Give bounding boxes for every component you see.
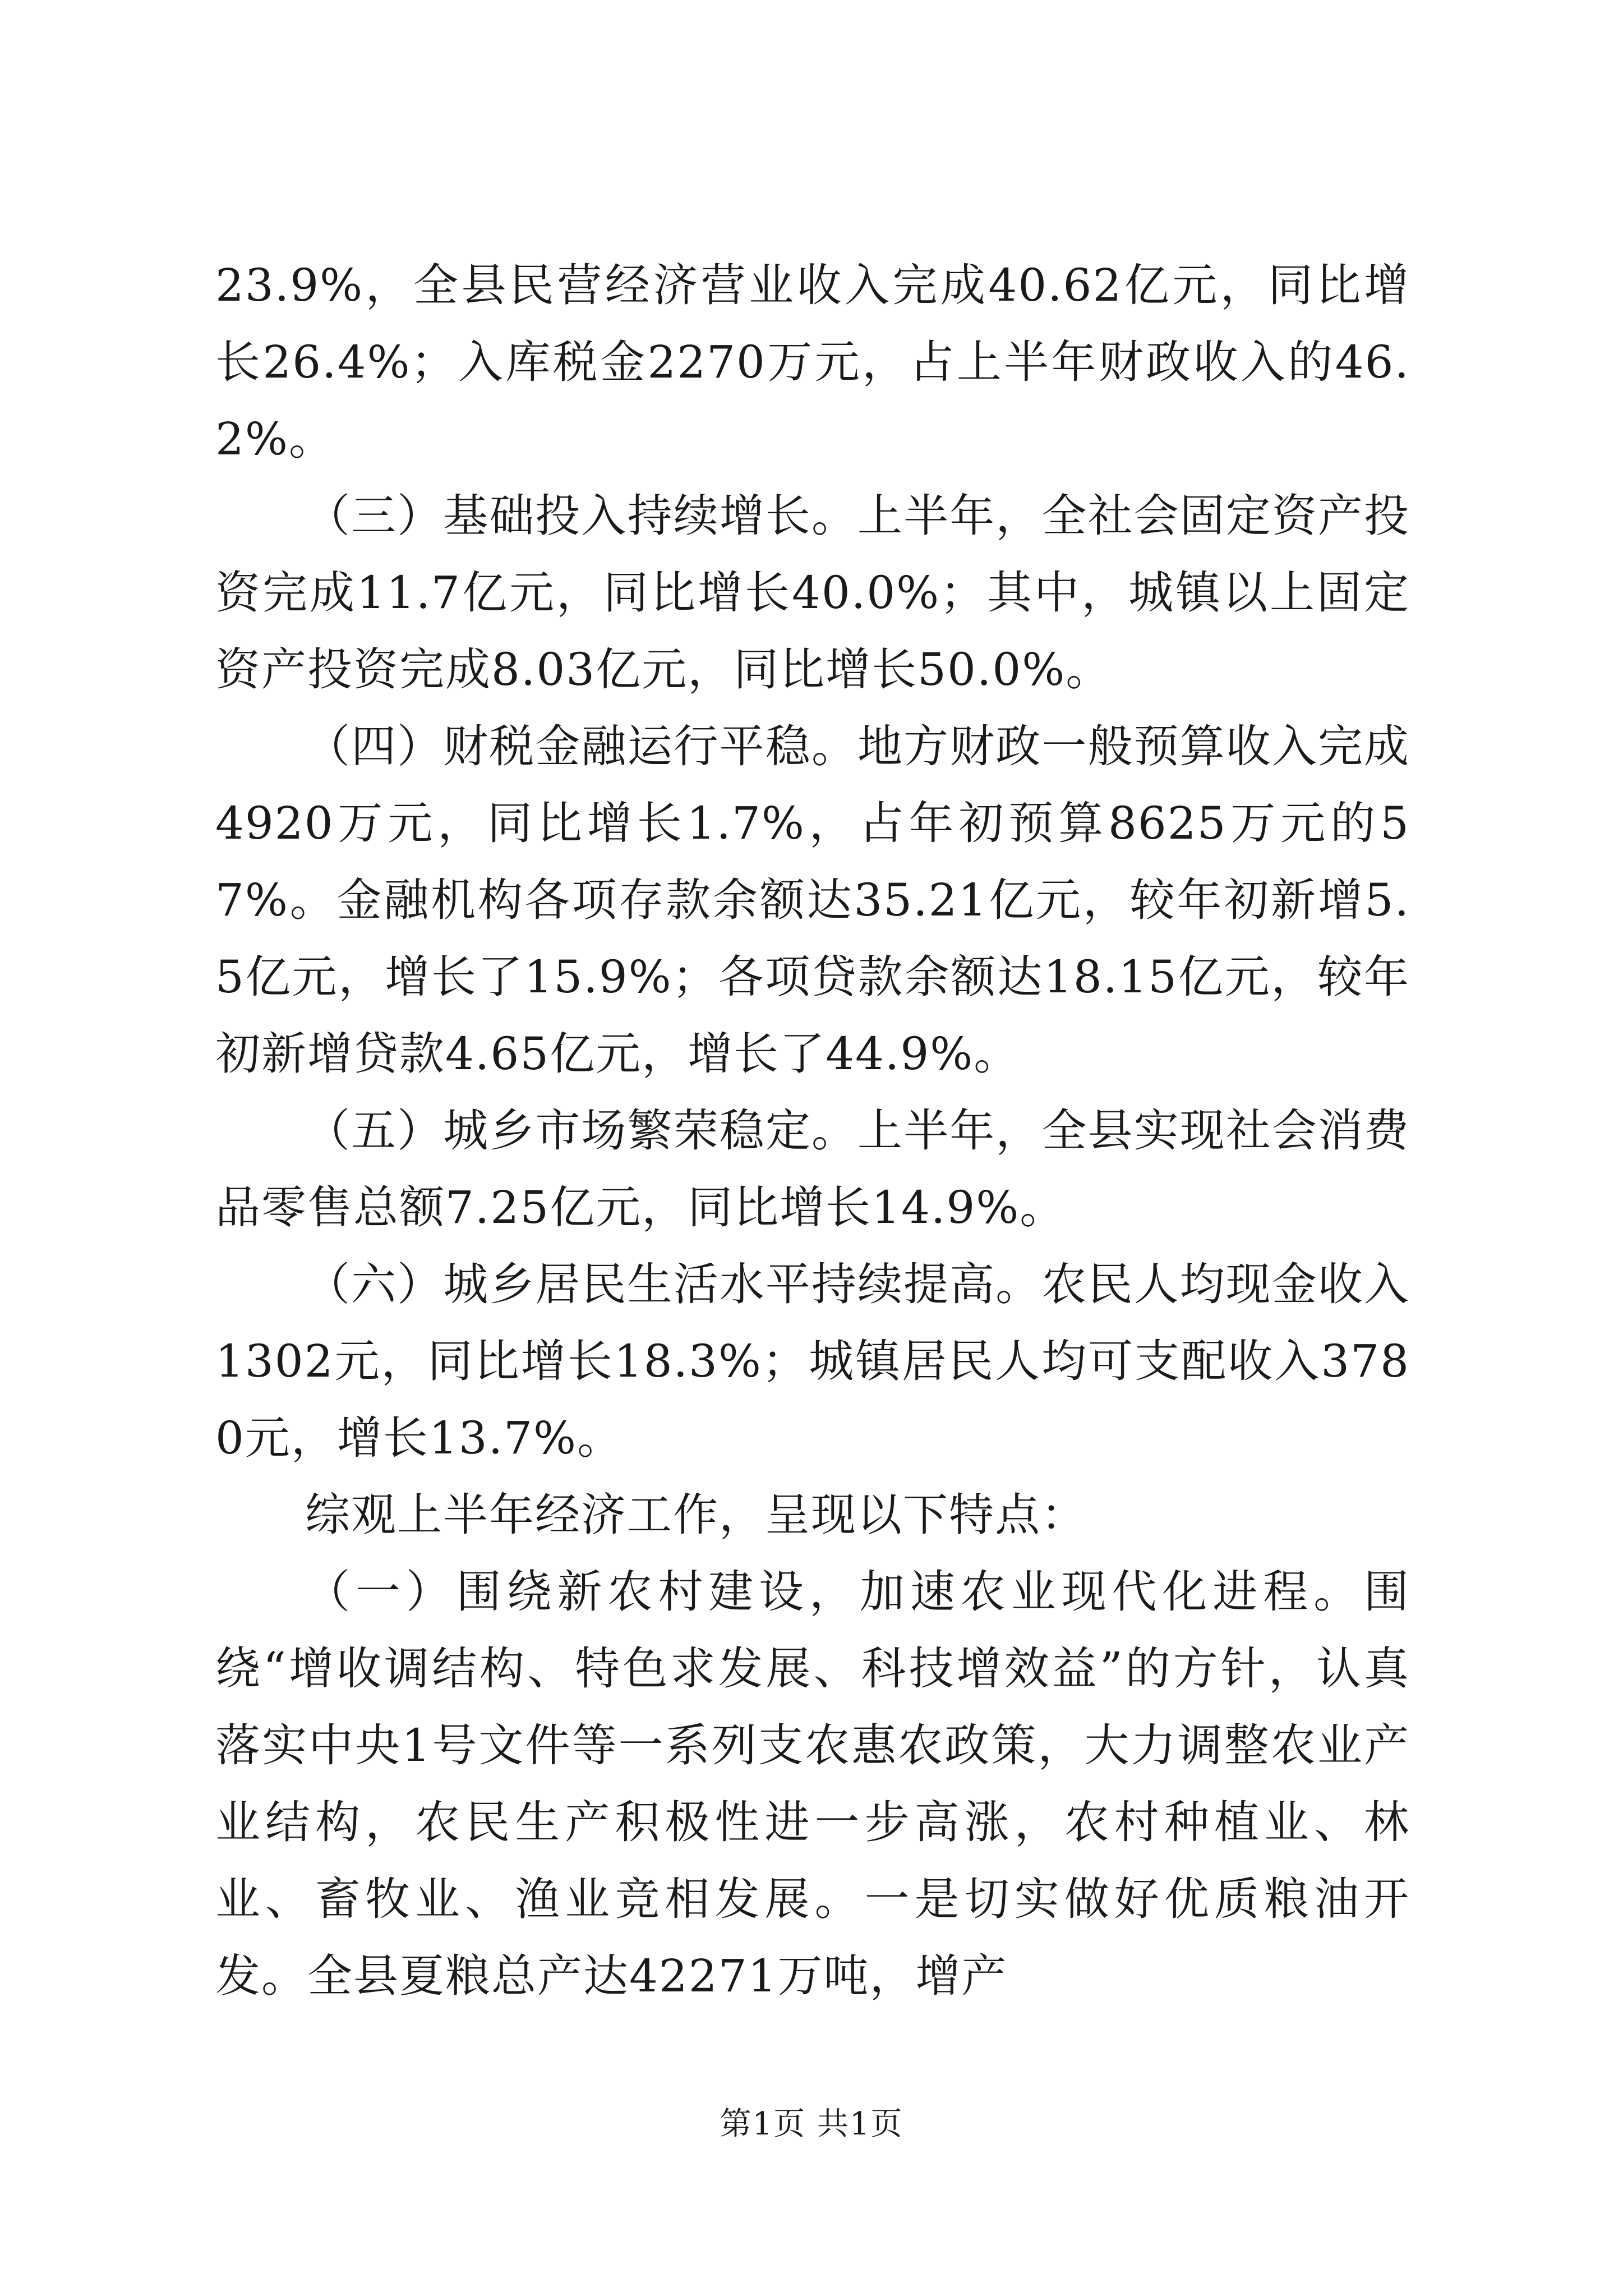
paragraph-summary-intro: 综观上半年经济工作，呈现以下特点： bbox=[305, 1489, 1087, 1541]
paragraph-living-standards: （六）城乡居民生活水平持续提高。农民人均现金收入1302元，同比增长18.3%；城镇居民人均可支配收入3780元，增长13.7%。 bbox=[215, 1258, 1410, 1464]
paragraph-infrastructure-investment: （三）基础投入持续增长。上半年，全社会固定资产投资完成11.7亿元，同比增长40.0%；其中，城镇以上固定资产投资完成8.03亿元，同比增长50.0%。 bbox=[215, 490, 1410, 696]
paragraph-finance-tax: （四）财税金融运行平稳。地方财政一般预算收入完成4920万元，同比增长1.7%，占年初预算8625万元的57%。金融机构各项存款余额达35.21亿元，较年初新增5.5亿元，增长了15.9%；各项贷款余额达18.15亿元，较年初新增贷款4.65亿元，增长了44.9%。 bbox=[215, 720, 1410, 1080]
paragraph-agriculture: （一）围绕新农村建设，加速农业现代化进程。围绕“增收调结构、特色求发展、科技增效益”的方针，认真落实中央1号文件等一系列支农惠农政策，大力调整农业产业结构，农民生产积极性进一步高涨，农村种植业、林业、畜牧业、渔业竞相发展。一是切实做好优质粮油开发。全县夏粮总产达42271万吨，增产 bbox=[215, 1566, 1410, 2002]
page-footer: 第1页 共1页 bbox=[720, 2106, 903, 2142]
paragraph-continuation: 23.9%，全县民营经济营业收入完成40.62亿元，同比增长26.4%；入库税金2270万元，占上半年财政收入的46.2%。 bbox=[215, 259, 1410, 465]
document-body bbox=[215, 247, 1410, 2014]
paragraph-market: （五）城乡市场繁荣稳定。上半年，全县实现社会消费品零售总额7.25亿元，同比增长14.9%。 bbox=[215, 1105, 1410, 1234]
